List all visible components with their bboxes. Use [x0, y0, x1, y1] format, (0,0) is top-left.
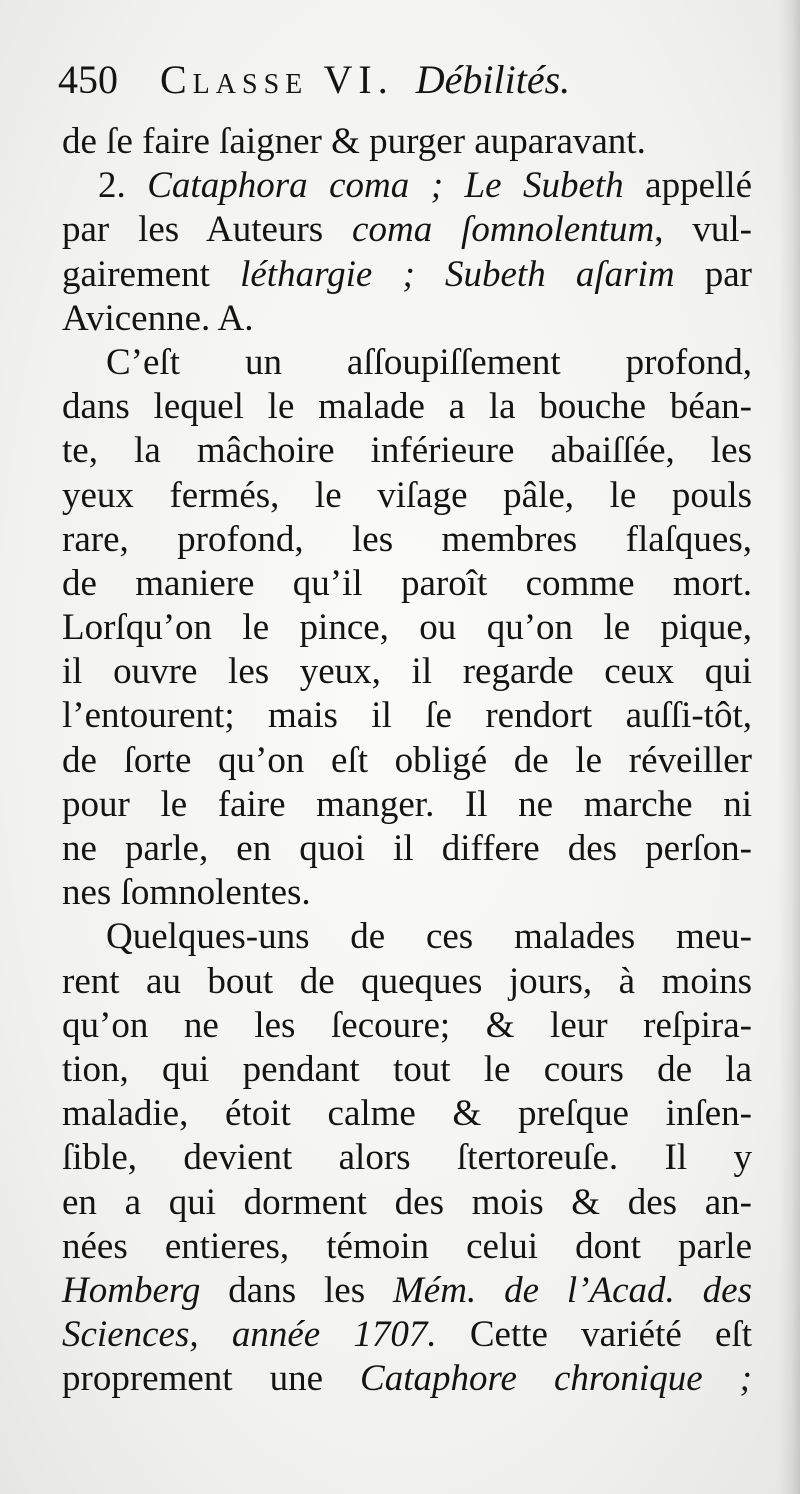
text-run: 2. — [98, 165, 148, 207]
text-line — [62, 120, 752, 164]
italic-run: léthargie ; Subeth aſarim — [240, 253, 675, 295]
text-run: Quelques-uns de ces malades meu- — [106, 916, 752, 958]
text-run: rent au bout de queques jours, à moins — [62, 960, 752, 1002]
text-run: il ouvre les yeux, il regarde ceux qui — [62, 651, 752, 693]
text-line — [62, 1269, 752, 1313]
text-line — [62, 871, 752, 915]
text-run: qu’on ne les ſecoure; & leur reſpira- — [62, 1004, 752, 1046]
text-run: rare, profond, les membres flaſques, — [62, 518, 752, 560]
text-run: gairement — [62, 253, 241, 295]
text-line — [62, 960, 752, 1004]
text-run: Cette variété eſt — [436, 1314, 752, 1356]
text-run: par les Auteurs — [62, 209, 353, 251]
text-run: Avicenne. A. — [62, 297, 254, 339]
text-line — [62, 1092, 752, 1136]
text-run: de ſe faire ſaigner & purger auparavant. — [62, 121, 646, 162]
text-run: nées entieres, témoin celui dont parle — [62, 1225, 752, 1267]
text-line — [62, 1225, 752, 1269]
text-line — [62, 694, 752, 738]
text-line — [62, 253, 752, 297]
text-line — [62, 1313, 752, 1357]
text-run: tion, qui pendant tout le cours de la — [62, 1048, 752, 1090]
text-line — [62, 518, 752, 562]
text-line — [62, 341, 752, 385]
page-edge-shadow — [778, 0, 800, 1494]
text-line — [62, 827, 752, 871]
text-run: proprement une — [62, 1358, 361, 1400]
text-run: dans lequel le malade a la bouche béan- — [62, 386, 752, 428]
text-run: en a qui dorment des mois & des an- — [62, 1181, 752, 1223]
text-line — [62, 1136, 752, 1180]
italic-run: Mém. de l’Acad. des — [392, 1269, 752, 1311]
text-line — [62, 783, 752, 827]
text-run: appellé — [623, 165, 752, 207]
text-line — [62, 208, 752, 252]
text-run: C’eſt un aſſoupiſſement profond, — [106, 341, 752, 383]
italic-run: Homberg — [62, 1269, 201, 1311]
text-line — [62, 915, 752, 959]
text-run: par — [674, 253, 752, 295]
text-run: ſible, devient alors ſtertoreuſe. Il y — [62, 1137, 752, 1179]
text-run: Lorſqu’on le pince, ou qu’on le pique, — [62, 607, 752, 649]
text-line — [62, 474, 752, 518]
text-line — [62, 606, 752, 650]
text-run: , vul- — [654, 209, 752, 251]
text-line — [62, 650, 752, 694]
class-title: Classe VI. — [160, 57, 394, 102]
text-run: l’entourent; mais il ſe rendort auſſi-tôt, — [62, 695, 752, 737]
italic-run: Cataphore chronique ; — [360, 1358, 752, 1400]
body-text — [62, 120, 752, 1401]
section-title: Débilités. — [415, 57, 571, 102]
text-line — [62, 385, 752, 429]
text-line — [62, 429, 752, 473]
text-line — [62, 1181, 752, 1225]
running-header — [58, 52, 748, 108]
text-line — [62, 297, 752, 341]
text-run: pour le faire manger. Il ne marche ni — [62, 783, 752, 825]
text-run: te, la mâchoire inférieure abaiſſée, les — [62, 430, 752, 472]
page-number: 450 — [58, 57, 118, 102]
text-line — [62, 1357, 752, 1401]
text-line — [62, 739, 752, 783]
text-run: yeux fermés, le viſage pâle, le pouls — [62, 474, 752, 516]
text-run: nes ſomnolentes. — [62, 872, 311, 914]
text-run: dans les — [200, 1269, 393, 1311]
text-run: maladie, étoit calme & preſque inſen- — [62, 1093, 752, 1135]
italic-run: Cataphora coma ; Le Subeth — [147, 165, 624, 207]
text-run: de maniere qu’il paroît comme mort. — [62, 562, 752, 604]
text-line — [62, 1004, 752, 1048]
text-run: de ſorte qu’on eſt obligé de le réveiller — [62, 739, 752, 781]
italic-run: coma ſomnolentum — [352, 209, 655, 251]
text-run: ne parle, en quoi il differe des perſon- — [62, 828, 752, 869]
text-line — [62, 164, 752, 208]
text-line — [62, 1048, 752, 1092]
text-line — [62, 562, 752, 606]
italic-run: Sciences, année 1707. — [62, 1314, 437, 1356]
